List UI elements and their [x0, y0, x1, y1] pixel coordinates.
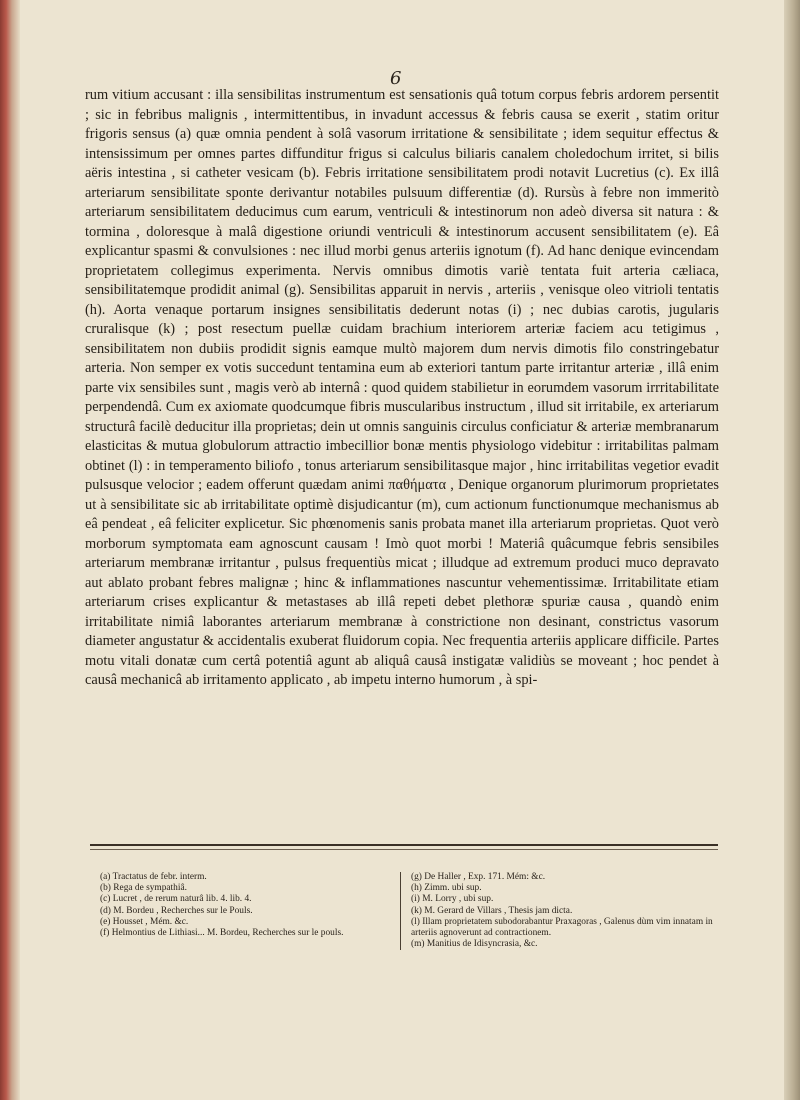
- footnotes-right: [400, 872, 731, 950]
- book-spine-edge: [0, 0, 20, 1100]
- footnote-h: (h) Zimm. ubi sup.: [411, 883, 482, 894]
- footnotes-left: [100, 872, 390, 939]
- book-page: [20, 0, 784, 1100]
- footnote-b: (b) Rega de sympathiâ.: [100, 883, 187, 894]
- footnote-d: (d) M. Bordeu , Recherches sur le Pouls.: [100, 905, 253, 916]
- footnote-a: (a) Tractatus de febr. interm.: [100, 872, 207, 882]
- footnote-e: (e) Housset , Mém. &c.: [100, 916, 189, 927]
- footnote-rule-thin: [90, 849, 718, 850]
- footnote-m: (m) Manitius de Idisyncrasia, &c.: [411, 939, 538, 950]
- footnote-k: (k) M. Gerard de Villars , Thesis jam dicta.: [411, 905, 573, 916]
- footnote-c: (c) Lucret , de rerum naturâ lib. 4. lib. 4.: [100, 894, 252, 905]
- page-edge-right: [784, 0, 800, 1100]
- footnote-f: (f) Helmontius de Lithiasi... M. Bordeu, Recherches sur le pouls.: [100, 928, 344, 939]
- page-number: 6: [390, 68, 402, 89]
- footnote-g: (g) De Haller , Exp. 171. Mém: &c.: [411, 872, 546, 882]
- body-text: rum vitium accusant : illa sensibilitas instrumentum est sensationis quâ totum corpus febris ardorem persentit ; sic in febribus malignis , intermittentibus, in invadunt accessus & febris causa se exerit , statim oritur frigoris sensus (a) quæ omnia pendent à solâ vasorum irritatione & sensibilitate ; idem sequitur effectus & intensissimum per omnes partes diffunditur frigus si calculus biliaris canalem choledochum irritet, si bilis aëris intestina , si catheter vesicam (b). Febris irritatione sensibilitatem prodi notavit Lucretius (c). Ex illâ arteriarum sensibilitate sponte derivantur notabiles pulsuum differentiæ (d). Rursùs à febre non immeritò arteriarum sensibilitatem deducimus cum earum, ventriculi & intestinorum non adeò diversa sit natura : & tormina , doloresque à malâ digestione oriundi ventriculi & intestinorum accusent sensibilitatem (e). Eâ explicantur spasmi & convulsiones : nec illud morbi genus arteriis ignotum (f). Ad hanc denique evincendam proprietatem collegimus experimenta. Nervis omnibus dimotis variè tentata fuit arteria cæliaca, sensibilitatemque prodidit animal (g). Sensibilitas apparuit in nervis , arteriis , venisque oleo vitrioli tentatis (h). Aorta venaque portarum insignes sensibilitatis dederunt notas (i) ; nec dubias carotis, jugularis cruralisque (k) ; post resectum puellæ cuidam brachium interiorem arteriæ faciem acu tetigimus , sensibilitatem non dubiis prodidit signis eamque multò majorem dum nervis dimotis filo constringebatur arteria. Non semper ex votis succedunt tentamina eum ab exteriori tantum parte irritantur arteriæ , illâ enim parte vix sensibiles sunt , magis verò ab internâ : quod quidem stabilietur in eorumdem vasorum irrritabilitate perpendendâ. Cum ex axiomate quodcumque fibris muscularibus instructum , illud sit irritabile, ex arteriarum structurâ facilè deducitur illa proprietas; dein ut omnis sanguinis circulus conficiatur & arteriæ membranarum elasticitas & mutua globulorum attractio imbecillior bonæ mentis physiologo videbitur : irritabilitas palmam obtinet (l) : in temperamento biliofo , tonus arteriarum sensibilitasque major , hinc irritabilitas vegetior evadit pulsusque velocior ; eadem offerunt quædam animi παθήματα , Denique organorum plurimorum proprietates ut à sensibilitate sic ab irritabilitate optimè disjudicantur (m), cum actionum functionumque mechanismus ab eâ pendeat , eâ feliciter explicetur. Sic phœnomenis sanis probata manet illa arteriarum proprietas. Quot verò morborum symptomata eam agnoscunt causam ! Imò quot morbi ! Materiâ quâcumque febris sensibiles arteriarum membranæ irritantur , pulsus frequentiùs micat ; illudque ad extremum produci muco depravato aut ablato probant febres malignæ ; hinc & inflammationes nascuntur vehementissimæ. Irritabilitate etiam arteriarum crises explicantur & metastases ab illâ repeti debet plethoræ spuriæ causa , quandò enim irritabilitate nimiâ laborantes arteriarum membranæ à constrictione non desinant, constrictus vasorum diameter angustatur & accidentalis exuberat fluidorum copia. Nec frequentia arteriis applicare difficile. Partes motu vitali donatæ cum certâ potentiâ agunt ab aliquâ causâ instigatæ validiùs se moveant ; hoc pendet à causâ mechanicâ ab irritamento applicato , ab impetu interno humorum , à spi-: [85, 87, 719, 689]
- footnote-i: (i) M. Lorry , ubi sup.: [411, 894, 494, 905]
- footnote-l: (l) Illam proprietatem subodorabantur Praxagoras , Galenus dùm vim innatam in arteriis agnoverunt ad contractionem.: [411, 916, 713, 939]
- footnote-rule: [90, 844, 718, 846]
